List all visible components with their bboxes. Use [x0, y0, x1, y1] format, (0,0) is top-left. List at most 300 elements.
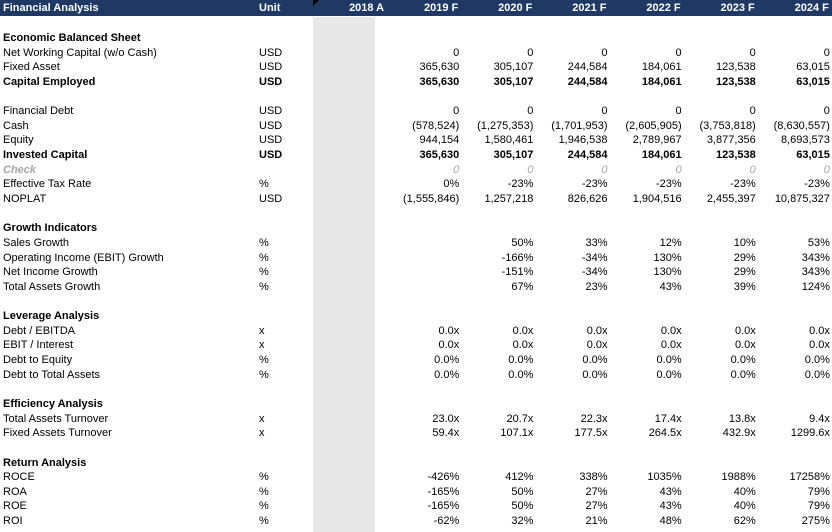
row-unit[interactable] [256, 382, 313, 397]
value-cell[interactable]: 0.0% [434, 354, 460, 367]
row-label[interactable] [0, 441, 256, 456]
value-cell[interactable]: -426% [427, 471, 460, 484]
value-cell[interactable]: 63,015 [796, 149, 830, 162]
row-unit[interactable]: % [259, 368, 269, 381]
value-cell[interactable] [313, 89, 387, 104]
row-unit[interactable] [256, 455, 313, 470]
value-cell[interactable] [313, 192, 387, 207]
value-cell[interactable]: 50% [511, 485, 534, 498]
value-cell[interactable]: 43% [659, 280, 682, 293]
value-cell[interactable]: -23% [581, 178, 608, 191]
value-cell[interactable]: 0 [601, 105, 608, 118]
value-cell[interactable] [684, 382, 758, 397]
row-label[interactable]: Fixed Assets Turnover [3, 427, 112, 440]
value-cell[interactable]: 32% [511, 515, 534, 528]
value-cell[interactable]: 2,789,967 [632, 134, 682, 147]
value-cell[interactable] [461, 455, 535, 470]
row-unit[interactable]: USD [259, 105, 283, 118]
value-cell[interactable]: -165% [427, 485, 460, 498]
row-unit[interactable]: x [259, 427, 265, 440]
value-cell[interactable]: 0.0% [508, 354, 534, 367]
row-label[interactable]: Cash [3, 119, 29, 132]
value-cell[interactable] [313, 411, 387, 426]
value-cell[interactable] [387, 294, 461, 309]
value-cell[interactable] [610, 221, 684, 236]
row-unit[interactable]: x [259, 339, 265, 352]
value-cell[interactable]: 10% [733, 236, 756, 249]
value-cell[interactable] [387, 382, 461, 397]
value-cell[interactable] [313, 353, 387, 368]
value-cell[interactable] [387, 89, 461, 104]
value-cell[interactable]: 17.4x [654, 412, 682, 425]
value-cell[interactable] [535, 441, 609, 456]
value-cell[interactable]: 29% [733, 251, 756, 264]
row-unit[interactable]: % [259, 485, 269, 498]
value-cell[interactable] [535, 221, 609, 236]
value-cell[interactable] [461, 397, 535, 412]
value-cell[interactable]: 130% [653, 251, 682, 264]
value-cell[interactable]: 0.0x [809, 324, 830, 337]
row-label[interactable]: Net Income Growth [3, 266, 98, 279]
row-label[interactable] [0, 89, 256, 104]
value-cell[interactable] [610, 16, 684, 31]
value-cell[interactable]: -23% [507, 178, 534, 191]
value-cell[interactable]: 0.0x [512, 324, 534, 337]
value-cell[interactable] [313, 382, 387, 397]
value-cell[interactable]: 0 [527, 163, 534, 176]
row-label[interactable] [0, 294, 256, 309]
value-cell[interactable] [387, 441, 461, 456]
value-cell[interactable]: 124% [801, 280, 830, 293]
value-cell[interactable] [610, 455, 684, 470]
value-cell[interactable] [684, 455, 758, 470]
value-cell[interactable] [313, 236, 387, 251]
value-cell[interactable]: 1,257,218 [484, 193, 534, 205]
value-cell[interactable] [313, 485, 387, 500]
row-label[interactable]: Financial Debt [3, 105, 74, 118]
value-cell[interactable]: 0 [453, 105, 460, 118]
value-cell[interactable] [313, 323, 387, 338]
row-label[interactable]: ROCE [3, 471, 35, 484]
row-label[interactable]: Fixed Asset [3, 61, 60, 74]
row-label[interactable]: Efficiency Analysis [3, 397, 103, 410]
value-cell[interactable]: 59.4x [432, 427, 460, 440]
value-cell[interactable]: 0.0x [586, 339, 608, 352]
value-cell[interactable]: 0 [749, 105, 756, 118]
value-cell[interactable]: 123,538 [715, 75, 756, 88]
value-cell[interactable]: -34% [581, 251, 608, 264]
value-cell[interactable]: 13.8x [728, 412, 756, 425]
value-cell[interactable]: 33% [585, 236, 608, 249]
row-label[interactable]: Debt / EBITDA [3, 324, 76, 337]
value-cell[interactable] [313, 16, 387, 31]
row-label[interactable]: Invested Capital [3, 149, 88, 162]
value-cell[interactable]: 0 [823, 46, 830, 59]
value-cell[interactable]: 412% [505, 471, 534, 484]
value-cell[interactable]: 79% [807, 500, 830, 513]
value-cell[interactable]: 50% [511, 236, 534, 249]
value-cell[interactable]: 0 [527, 46, 534, 59]
value-cell[interactable]: (578,524) [412, 119, 460, 132]
row-unit[interactable]: x [259, 412, 265, 425]
value-cell[interactable] [758, 221, 832, 236]
value-cell[interactable] [610, 441, 684, 456]
value-cell[interactable]: 0 [823, 163, 830, 176]
value-cell[interactable]: 29% [733, 266, 756, 279]
value-cell[interactable]: 0 [749, 163, 756, 176]
value-cell[interactable]: 53% [807, 236, 830, 249]
row-unit[interactable] [256, 397, 313, 412]
value-cell[interactable]: 0.0x [586, 324, 608, 337]
value-cell[interactable] [535, 382, 609, 397]
value-cell[interactable]: 0.0% [434, 368, 460, 381]
value-cell[interactable] [313, 265, 387, 280]
row-unit[interactable] [256, 16, 313, 31]
row-unit[interactable] [256, 309, 313, 324]
value-cell[interactable]: -62% [433, 515, 460, 528]
value-cell[interactable]: 12% [659, 236, 682, 249]
year-header[interactable]: 2019 F [387, 0, 461, 16]
value-cell[interactable]: 27% [585, 500, 608, 513]
value-cell[interactable] [758, 455, 832, 470]
value-cell[interactable]: 8,693,573 [780, 134, 830, 147]
row-unit[interactable]: USD [259, 193, 283, 205]
value-cell[interactable]: 244,584 [567, 61, 608, 74]
row-unit[interactable]: % [259, 280, 269, 293]
row-label[interactable]: Debt to Equity [3, 354, 73, 367]
value-cell[interactable] [313, 31, 387, 46]
row-label[interactable]: Sales Growth [3, 236, 70, 249]
value-cell[interactable] [684, 397, 758, 412]
row-label[interactable]: EBIT / Interest [3, 339, 74, 352]
value-cell[interactable]: 0 [675, 46, 682, 59]
value-cell[interactable]: 0.0% [804, 354, 830, 367]
value-cell[interactable] [387, 31, 461, 46]
row-unit[interactable]: % [259, 236, 269, 249]
value-cell[interactable] [758, 309, 832, 324]
value-cell[interactable]: 10,875,327 [774, 193, 830, 205]
row-label[interactable] [0, 16, 256, 31]
value-cell[interactable]: -166% [501, 251, 534, 264]
value-cell[interactable]: 944,154 [419, 134, 460, 147]
row-label[interactable]: ROE [3, 500, 27, 513]
value-cell[interactable]: 62% [733, 515, 756, 528]
value-cell[interactable]: -23% [655, 178, 682, 191]
value-cell[interactable]: 244,584 [567, 75, 608, 88]
value-cell[interactable] [461, 206, 535, 221]
value-cell[interactable] [535, 16, 609, 31]
value-cell[interactable]: 43% [659, 485, 682, 498]
value-cell[interactable]: -23% [804, 178, 830, 191]
value-cell[interactable] [758, 89, 832, 104]
value-cell[interactable] [313, 426, 387, 441]
value-cell[interactable]: 305,107 [493, 149, 534, 162]
value-cell[interactable]: 3,877,356 [706, 134, 756, 147]
row-unit[interactable]: % [259, 515, 269, 528]
value-cell[interactable]: 184,061 [641, 149, 682, 162]
value-cell[interactable]: 343% [801, 266, 830, 279]
value-cell[interactable] [758, 206, 832, 221]
value-cell[interactable]: 1035% [647, 471, 682, 484]
value-cell[interactable] [313, 367, 387, 382]
row-unit[interactable]: USD [259, 75, 283, 88]
value-cell[interactable]: 23% [585, 280, 608, 293]
value-cell[interactable]: 63,015 [796, 61, 830, 74]
value-cell[interactable]: -34% [581, 266, 608, 279]
row-label[interactable]: Capital Employed [3, 75, 96, 88]
value-cell[interactable] [461, 16, 535, 31]
value-cell[interactable]: 40% [733, 500, 756, 513]
value-cell[interactable]: 0 [675, 163, 682, 176]
row-label[interactable]: Debt to Total Assets [3, 368, 101, 381]
value-cell[interactable] [461, 294, 535, 309]
value-cell[interactable]: 2,455,397 [706, 193, 756, 205]
value-cell[interactable] [387, 236, 461, 251]
value-cell[interactable]: (3,753,818) [699, 119, 756, 132]
value-cell[interactable] [313, 75, 387, 90]
value-cell[interactable] [313, 104, 387, 119]
value-cell[interactable]: 1299.6x [790, 427, 830, 440]
value-cell[interactable]: 365,630 [419, 149, 460, 162]
value-cell[interactable] [313, 294, 387, 309]
value-cell[interactable] [313, 118, 387, 133]
value-cell[interactable]: 305,107 [493, 61, 534, 74]
value-cell[interactable]: 0.0x [734, 324, 756, 337]
value-cell[interactable] [313, 45, 387, 60]
value-cell[interactable] [535, 31, 609, 46]
row-unit[interactable]: x [259, 324, 265, 337]
row-label[interactable]: Operating Income (EBIT) Growth [3, 251, 164, 264]
value-cell[interactable] [610, 397, 684, 412]
value-cell[interactable]: 1,580,461 [484, 134, 534, 147]
value-cell[interactable] [684, 206, 758, 221]
value-cell[interactable] [684, 221, 758, 236]
value-cell[interactable] [313, 441, 387, 456]
value-cell[interactable] [610, 89, 684, 104]
value-cell[interactable]: 264.5x [648, 427, 682, 440]
row-unit[interactable]: % [259, 471, 269, 484]
value-cell[interactable]: 0.0% [730, 368, 756, 381]
value-cell[interactable]: 0.0% [656, 354, 682, 367]
value-cell[interactable]: 0 [527, 105, 534, 118]
row-unit[interactable]: USD [259, 149, 283, 162]
value-cell[interactable]: 0.0% [582, 368, 608, 381]
value-cell[interactable] [313, 514, 387, 529]
value-cell[interactable]: -23% [730, 178, 756, 191]
value-cell[interactable] [684, 441, 758, 456]
value-cell[interactable]: 9.4x [809, 412, 830, 425]
year-header[interactable]: 2020 F [461, 0, 535, 16]
row-label[interactable]: Total Assets Growth [3, 280, 101, 293]
value-cell[interactable]: 244,584 [567, 149, 608, 162]
value-cell[interactable]: 0 [749, 46, 756, 59]
value-cell[interactable] [684, 294, 758, 309]
year-header[interactable]: 2018 A [313, 0, 387, 16]
row-label[interactable]: Net Working Capital (w/o Cash) [3, 46, 157, 59]
row-label[interactable]: NOPLAT [3, 193, 47, 205]
value-cell[interactable]: 23.0x [432, 412, 460, 425]
value-cell[interactable]: 0 [601, 46, 608, 59]
value-cell[interactable]: 1,904,516 [632, 193, 682, 205]
value-cell[interactable]: (8,630,557) [773, 119, 830, 132]
value-cell[interactable] [313, 309, 387, 324]
row-unit[interactable]: % [259, 251, 269, 264]
value-cell[interactable]: -165% [427, 500, 460, 513]
value-cell[interactable] [313, 221, 387, 236]
value-cell[interactable]: 0.0% [508, 368, 534, 381]
value-cell[interactable]: 0.0x [438, 339, 460, 352]
value-cell[interactable]: 107.1x [500, 427, 534, 440]
row-unit[interactable] [256, 89, 313, 104]
value-cell[interactable] [535, 455, 609, 470]
row-label[interactable]: Effective Tax Rate [3, 178, 92, 191]
value-cell[interactable]: 305,107 [493, 75, 534, 88]
value-cell[interactable] [610, 31, 684, 46]
value-cell[interactable] [758, 294, 832, 309]
value-cell[interactable] [387, 206, 461, 221]
value-cell[interactable]: (1,701,953) [551, 119, 608, 132]
value-cell[interactable]: 48% [659, 515, 682, 528]
value-cell[interactable] [610, 309, 684, 324]
value-cell[interactable] [461, 221, 535, 236]
value-cell[interactable]: 20.7x [506, 412, 534, 425]
value-cell[interactable]: 0 [453, 46, 460, 59]
value-cell[interactable]: 123,538 [715, 61, 756, 74]
value-cell[interactable]: 39% [733, 280, 756, 293]
row-unit[interactable]: % [259, 354, 269, 367]
value-cell[interactable] [313, 455, 387, 470]
value-cell[interactable]: 826,626 [567, 193, 608, 205]
row-unit[interactable] [256, 221, 313, 236]
value-cell[interactable]: 67% [511, 280, 534, 293]
year-header[interactable]: 2022 F [610, 0, 684, 16]
value-cell[interactable]: 123,538 [715, 149, 756, 162]
value-cell[interactable]: 432.9x [722, 427, 756, 440]
value-cell[interactable]: (2,605,905) [625, 119, 682, 132]
value-cell[interactable]: (1,275,353) [477, 119, 534, 132]
row-label[interactable]: Equity [3, 134, 34, 147]
value-cell[interactable]: 365,630 [419, 61, 460, 74]
value-cell[interactable]: 79% [807, 485, 830, 498]
value-cell[interactable]: 0 [601, 163, 608, 176]
value-cell[interactable]: 27% [585, 485, 608, 498]
value-cell[interactable]: 50% [511, 500, 534, 513]
value-cell[interactable] [387, 265, 461, 280]
value-cell[interactable] [313, 250, 387, 265]
value-cell[interactable] [387, 16, 461, 31]
row-unit[interactable] [256, 162, 313, 177]
value-cell[interactable]: 63,015 [796, 75, 830, 88]
value-cell[interactable] [313, 60, 387, 75]
value-cell[interactable] [758, 441, 832, 456]
value-cell[interactable]: 0.0x [660, 324, 682, 337]
year-header[interactable]: 2021 F [535, 0, 609, 16]
value-cell[interactable]: 1988% [721, 471, 756, 484]
value-cell[interactable] [610, 294, 684, 309]
row-unit[interactable]: USD [259, 61, 283, 74]
value-cell[interactable]: 365,630 [419, 75, 460, 88]
value-cell[interactable] [313, 338, 387, 353]
value-cell[interactable]: 184,061 [641, 61, 682, 74]
value-cell[interactable]: 0.0x [438, 324, 460, 337]
row-unit[interactable] [256, 441, 313, 456]
value-cell[interactable]: 43% [659, 500, 682, 513]
row-unit[interactable]: USD [259, 46, 283, 59]
row-unit[interactable] [256, 294, 313, 309]
value-cell[interactable]: 40% [733, 485, 756, 498]
value-cell[interactable]: 343% [801, 251, 830, 264]
row-label[interactable]: ROI [3, 515, 23, 528]
value-cell[interactable] [758, 31, 832, 46]
value-cell[interactable] [461, 441, 535, 456]
value-cell[interactable] [610, 206, 684, 221]
value-cell[interactable] [313, 470, 387, 485]
value-cell[interactable] [758, 16, 832, 31]
value-cell[interactable]: 177.5x [574, 427, 608, 440]
value-cell[interactable]: 21% [585, 515, 608, 528]
value-cell[interactable]: 0.0% [582, 354, 608, 367]
value-cell[interactable] [535, 397, 609, 412]
value-cell[interactable]: 0 [675, 105, 682, 118]
value-cell[interactable]: 0.0x [512, 339, 534, 352]
value-cell[interactable]: 130% [653, 266, 682, 279]
value-cell[interactable] [461, 382, 535, 397]
year-header[interactable]: 2024 F [758, 0, 832, 16]
row-unit[interactable]: % [259, 178, 269, 191]
value-cell[interactable] [387, 280, 461, 295]
value-cell[interactable]: 1,946,538 [558, 134, 608, 147]
row-unit[interactable]: USD [259, 134, 283, 147]
value-cell[interactable] [610, 382, 684, 397]
row-label[interactable]: Return Analysis [3, 456, 87, 469]
row-label[interactable]: Total Assets Turnover [3, 412, 109, 425]
value-cell[interactable] [535, 206, 609, 221]
value-cell[interactable] [387, 309, 461, 324]
value-cell[interactable]: 184,061 [641, 75, 682, 88]
row-unit[interactable]: % [259, 500, 269, 513]
value-cell[interactable] [684, 89, 758, 104]
value-cell[interactable]: 338% [579, 471, 608, 484]
value-cell[interactable]: -151% [501, 266, 534, 279]
row-unit[interactable]: % [259, 266, 269, 279]
row-unit[interactable]: USD [259, 119, 283, 132]
row-label[interactable] [0, 206, 256, 221]
value-cell[interactable] [684, 16, 758, 31]
value-cell[interactable] [313, 280, 387, 295]
value-cell[interactable]: 275% [801, 515, 830, 528]
row-label[interactable]: Economic Balanced Sheet [3, 31, 141, 44]
value-cell[interactable] [313, 148, 387, 163]
value-cell[interactable]: 22.3x [580, 412, 608, 425]
value-cell[interactable] [535, 294, 609, 309]
row-unit[interactable] [256, 31, 313, 46]
value-cell[interactable]: 0% [443, 178, 460, 191]
value-cell[interactable]: 0.0x [660, 339, 682, 352]
value-cell[interactable] [313, 397, 387, 412]
value-cell[interactable] [684, 309, 758, 324]
value-cell[interactable]: 0.0% [804, 368, 830, 381]
row-label[interactable]: Check [3, 163, 37, 176]
row-label[interactable]: Leverage Analysis [3, 310, 100, 323]
year-header[interactable]: 2023 F [684, 0, 758, 16]
value-cell[interactable] [313, 177, 387, 192]
unit-header[interactable]: Unit [256, 0, 313, 16]
value-cell[interactable] [461, 309, 535, 324]
row-label[interactable]: ROA [3, 485, 27, 498]
value-cell[interactable] [313, 162, 387, 177]
value-cell[interactable]: 0.0x [809, 339, 830, 352]
value-cell[interactable] [758, 382, 832, 397]
